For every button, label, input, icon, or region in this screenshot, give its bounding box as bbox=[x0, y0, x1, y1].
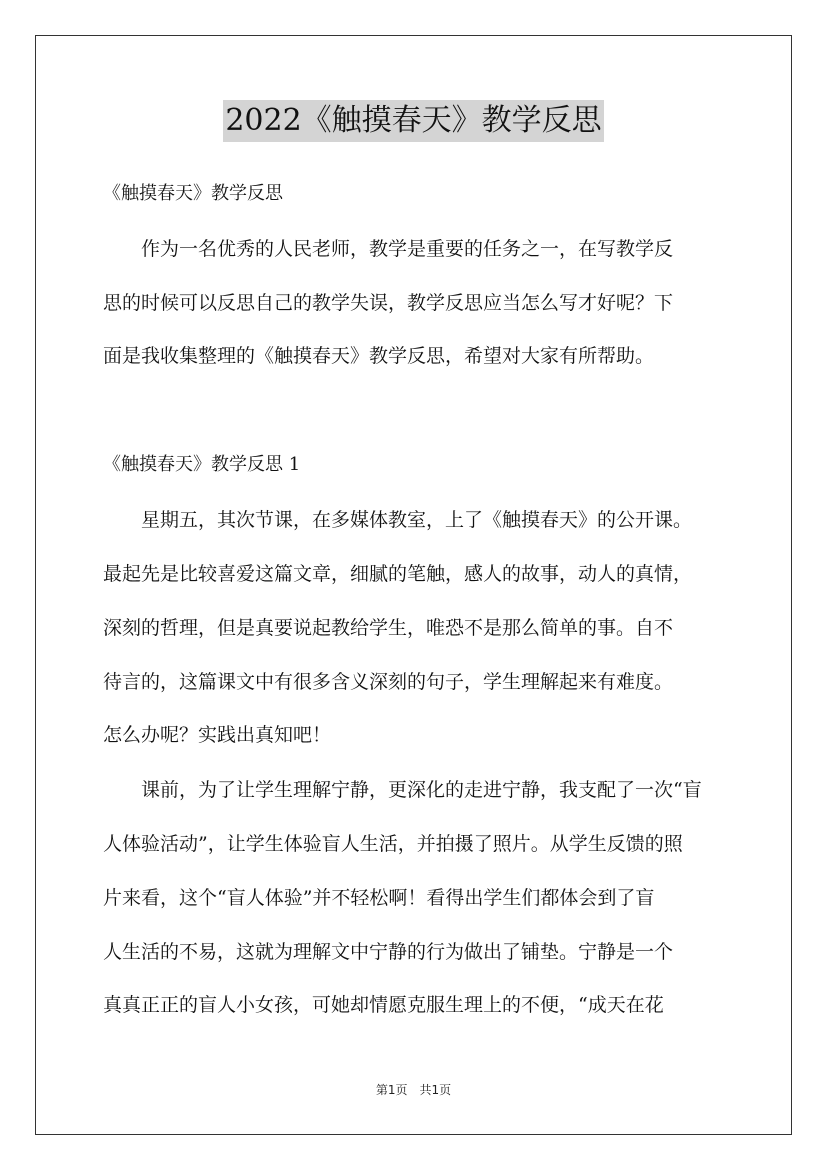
paragraph-line: 人生活的不易，这就为理解文中宁静的行为做出了铺垫。宁静是一个 bbox=[103, 941, 674, 963]
page-number-footer: 第1页 共1页 bbox=[375, 1083, 452, 1097]
paragraph-line: 面是我收集整理的《触摸春天》教学反思，希望对大家有所帮助。 bbox=[103, 345, 655, 367]
paragraph-line: 怎么办呢？实践出真知吧！ bbox=[103, 724, 332, 746]
section-heading: 《触摸春天》教学反思 bbox=[103, 183, 283, 204]
paragraph-line: 最起先是比较喜爱这篇文章，细腻的笔触，感人的故事，动人的真情， bbox=[103, 563, 693, 585]
paragraph-line: 片来看，这个“盲人体验”并不轻松啊！看得出学生们都体会到了盲 bbox=[103, 887, 655, 909]
paragraph-line: 待言的，这篇课文中有很多含义深刻的句子，学生理解起来有难度。 bbox=[103, 671, 674, 693]
paragraph-line: 真真正正的盲人小女孩，可她却情愿克服生理上的不便，“成天在花 bbox=[103, 994, 664, 1016]
paragraph-line: 人体验活动”，让学生体验盲人生活，并拍摄了照片。从学生反馈的照 bbox=[103, 833, 683, 855]
paragraph-line: 思的时候可以反思自己的教学失误，教学反思应当怎么写才好呢？下 bbox=[103, 292, 674, 314]
paragraph-line: 星期五，其次节课，在多媒体教室，上了《触摸春天》的公开课。 bbox=[103, 509, 693, 531]
paragraph-line: 深刻的哲理，但是真要说起教给学生，唯恐不是那么简单的事。自不 bbox=[103, 617, 674, 639]
paragraph-line: 作为一名优秀的人民老师，教学是重要的任务之一，在写教学反 bbox=[103, 238, 674, 260]
title-container bbox=[0, 100, 827, 142]
section-heading: 《触摸春天》教学反思 1 bbox=[103, 454, 301, 475]
paragraph-line: 课前，为了让学生理解宁静，更深化的走进宁静，我支配了一次“盲 bbox=[103, 779, 702, 801]
document-title: 2022《触摸春天》教学反思 bbox=[223, 100, 603, 142]
